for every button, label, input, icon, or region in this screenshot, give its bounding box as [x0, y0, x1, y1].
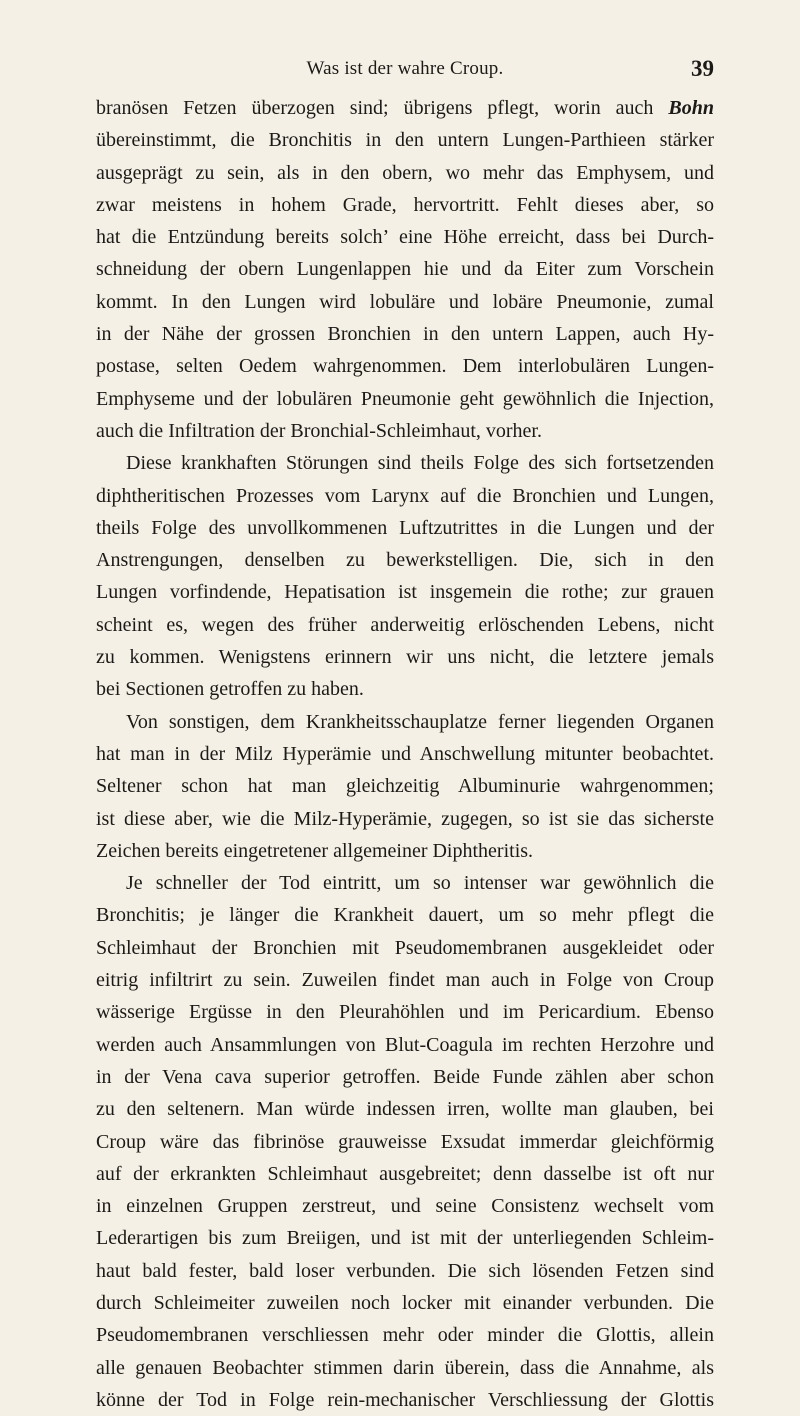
text-line: zu kommen. Wenigstens erinnern wir uns nicht, die letztere jemals [96, 646, 714, 669]
text-line: Pseudomembranen verschliessen mehr oder minder die Glottis, allein [96, 1324, 714, 1347]
text-line: branösen Fetzen überzogen sind; übrigens pflegt, worin auch Bohn [96, 97, 714, 119]
text-line: wässerige Ergüsse in den Pleurahöhlen und im Pericardium. Ebenso [96, 1001, 714, 1024]
text-line: Bronchitis; je länger die Krankheit dauert, um so mehr pflegt die [96, 904, 714, 927]
text-line: hat die Entzündung bereits solch’ eine Höhe erreicht, dass bei Durch- [96, 226, 714, 249]
text-line: auf der erkrankten Schleimhaut ausgebreitet; denn dasselbe ist oft nur [96, 1162, 714, 1185]
running-title: Was ist der wahre Croup. [306, 58, 504, 79]
text-line: Diese krankhaften Störungen sind theils Folge des sich fortsetzenden [126, 452, 714, 475]
text-line: Zeichen bereits eingetretener allgemeiner Diphtheritis. [96, 839, 534, 862]
author-name: Bohn [668, 97, 714, 119]
text-line: übereinstimmt, die Bronchitis in den untern Lungen-Parthieen stärker [96, 129, 714, 152]
text-line: Von sonstigen, dem Krankheitsschauplatze ferner liegenden Organen [126, 710, 714, 733]
text-line: in der Nähe der grossen Bronchien in den untern Lappen, auch Hy- [96, 323, 714, 346]
text-line: in einzelnen Gruppen zerstreut, und seine Consistenz wechselt vom [96, 1195, 714, 1218]
text-line: Je schneller der Tod eintritt, um so intenser war gewöhnlich die [126, 872, 714, 895]
text-line: Seltener schon hat man gleichzeitig Albuminurie wahrgenommen; [96, 775, 714, 798]
text-line: auch die Infiltration der Bronchial-Schleimhaut, vorher. [96, 419, 542, 442]
text-line: Anstrengungen, denselben zu bewerkstelligen. Die, sich in den [96, 549, 714, 572]
text-line: hat man in der Milz Hyperämie und Anschwellung mitunter beobachtet. [96, 742, 714, 765]
text-line: alle genauen Beobachter stimmen darin überein, dass die Annahme, als [96, 1356, 714, 1379]
text-line: scheint es, wegen des früher anderweitig erlöschenden Lebens, nicht [96, 613, 714, 636]
text-line: zwar meistens in hohem Grade, hervortritt. Fehlt dieses aber, so [96, 193, 714, 216]
text-line: eitrig infiltrirt zu sein. Zuweilen findet man auch in Folge von Croup [96, 969, 714, 992]
text-line: kommt. In den Lungen wird lobuläre und lobäre Pneumonie, zumal [96, 290, 714, 313]
body-text [96, 92, 714, 1416]
text-line: postase, selten Oedem wahrgenommen. Dem interlobulären Lungen- [96, 355, 714, 378]
text-line: schneidung der obern Lungenlappen hie und da Eiter zum Vorschein [96, 258, 714, 281]
text-line: Croup wäre das fibrinöse grauweisse Exsudat immerdar gleichförmig [96, 1130, 714, 1153]
text-line: bei Sectionen getroffen zu haben. [96, 678, 364, 701]
page-number: 39 [691, 56, 714, 81]
text-line: zu den seltenern. Man würde indessen irren, wollte man glauben, bei [96, 1098, 714, 1121]
text-line: theils Folge des unvollkommenen Luftzutrittes in die Lungen und der [96, 516, 714, 539]
paragraph-1 [96, 92, 714, 447]
paragraph-3 [96, 706, 714, 867]
text-line: durch Schleimeiter zuweilen noch locker mit einander verbunden. Die [96, 1291, 714, 1314]
text-line: diphtheritischen Prozesses vom Larynx auf die Bronchien und Lungen, [96, 484, 714, 507]
text-line: ist diese aber, wie die Milz-Hyperämie, zugegen, so ist sie das sicherste [96, 807, 714, 830]
text-line: könne der Tod in Folge rein-mechanischer Verschliessung der Glottis [96, 1388, 714, 1411]
text-line: ausgeprägt zu sein, als in den obern, wo mehr das Emphysem, und [96, 161, 714, 184]
text-line: werden auch Ansammlungen von Blut-Coagula im rechten Herzohre und [96, 1033, 714, 1056]
text-line: Schleimhaut der Bronchien mit Pseudomembranen ausgekleidet oder [96, 936, 714, 959]
text-line: Emphyseme und der lobulären Pneumonie geht gewöhnlich die Injection, [96, 387, 714, 410]
paragraph-4 [96, 867, 714, 1416]
text-line: in der Vena cava superior getroffen. Beide Funde zählen aber schon [96, 1065, 714, 1088]
text-line: haut bald fester, bald loser verbunden. Die sich lösenden Fetzen sind [96, 1259, 714, 1282]
text-line: Lederartigen bis zum Breiigen, und ist mit der unterliegenden Schleim- [96, 1227, 714, 1250]
running-header [96, 56, 714, 86]
paragraph-2 [96, 447, 714, 705]
text-line: Lungen vorfindende, Hepatisation ist insgemein die rothe; zur grauen [96, 581, 714, 604]
